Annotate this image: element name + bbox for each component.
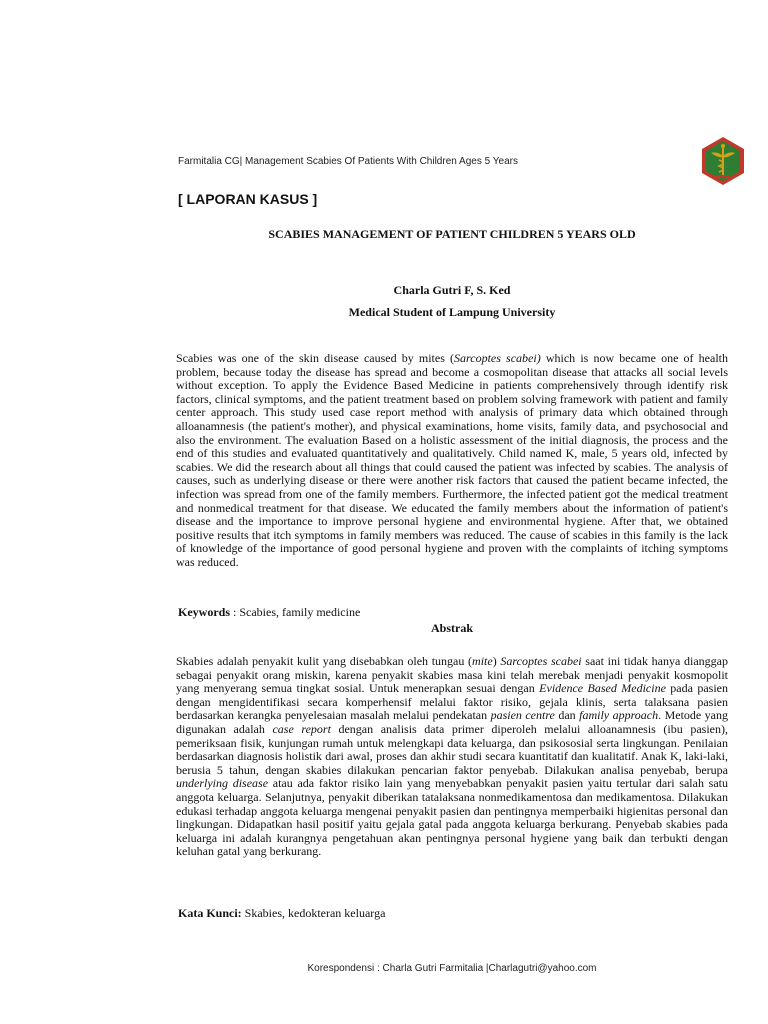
keywords-line bbox=[178, 605, 360, 620]
section-tag: [ LAPORAN KASUS ] bbox=[178, 191, 318, 207]
kata-kunci-label: Kata Kunci: bbox=[178, 906, 242, 920]
abstrak-heading: Abstrak bbox=[430, 621, 473, 635]
abstract-indonesian: Skabies adalah penyakit kulit yang disebabkan oleh tungau (mite) Sarcoptes scabei saat ini tidak hanya dianggap sebagai penyakit orang miskin, karena penyakit skabies masa kini telah merebak menjadi penyakit kosmopolit yang menyerang semua tingkat sosial. Untuk menerapkan sesuai dengan Evidence Based Medicine pada pasien dengan mengidentifikasi secara komperhensif melalui faktor risiko, gejala klinis, serta talaksana pasien berdasarkan kerangka penyelesaian masalah melalui pendekatan pasien centre dan family approach. Metode yang digunakan adalah case report dengan analisis data primer diperoleh melalui alloanamnesis (ibu pasien), pemeriksaan fisik, kunjungan rumah untuk melengkapi data keluarga, dan psikososial serta lingkungan. Penilaian berdasarkan diagnosis holistik dari awal, proses dan akhir studi secara kuantitatif dan kualitatif. Anak K, laki-laki, berusia 5 tahun, dengan skabies dilakukan pencarian faktor penyebab. Dilakukan analisa penyebab, berupa underlying disease atau ada faktor risiko lain yang menyebabkan penyakit pasien yaitu tertular dari salah satu anggota keluarga. Selanjutnya, penyakit diberikan tatalaksana nonmedikamentosa dan medikamentosa. Dilakukan edukasi terhadap anggota keluarga mengenai penyakit pasien dan pentingnya memperbaiki higienitas personal dan lingkungan. Didapatkan hasil positif yaitu gejala gatal pada anggota keluarga berkurang. Penyebab skabies pada keluarga ini adalah kurangnya pengetahuan akan pentingnya personal hygiene yang baik dan terbukti dengan keluhan gatal yang berkurang. bbox=[176, 654, 729, 859]
medical-caduceus-logo-icon bbox=[698, 136, 748, 186]
correspondence-footer: Korespondensi : Charla Gutri Farmitalia |Charlagutri@yahoo.com bbox=[307, 963, 597, 974]
author-name: Charla Gutri F, S. Ked bbox=[393, 283, 511, 297]
abstract-english: Scabies was one of the skin disease caused by mites (Sarcoptes scabei) which is now became one of health problem, because today the disease has spread and become a cosmopolitan disease that attacks all social levels without exception. To apply the Evidence Based Medicine in patients comprehensively through identify risk factors, clinical symptoms, and the patient treatment based on problem solving framework with patient and family center approach. This study used case report method with analysis of primary data which obtained through alloanamnesis (the patient's mother), and physical examinations, home visits, family data, and psychosocial and also the environment. The evaluation Based on a holistic assessment of the initial diagnosis, the process and the end of this studies and evaluated quantitatively and qualitatively. Child named K, male, 5 years old, infected by scabies. We did the research about all things that could caused the patient was infected by scabies. The analysis of causes, such as underlying disease or there were another risk factors that caused the patient became infected, the infection was spread from one of the family members. Furthermore, the infected patient got the medical treatment and nonmedical treatment for that disease. We educated the family members about the information of patient's disease and the importance to improve personal hygiene and environmental hygiene. After that, we obtained positive results that itch symptoms in family members was reduced. The cause of scabies in this family is the lack of knowledge of the importance of good personal hygiene and proven with the complaints of itching symptoms was reduced. bbox=[176, 351, 728, 569]
kata-kunci-line bbox=[178, 906, 385, 921]
keywords-label: Keywords bbox=[178, 605, 230, 619]
article-title: SCABIES MANAGEMENT OF PATIENT CHILDREN 5 YEARS OLD bbox=[268, 227, 636, 241]
author-affiliation: Medical Student of Lampung University bbox=[348, 305, 556, 319]
kata-kunci-text: Skabies, kedokteran keluarga bbox=[241, 906, 386, 920]
running-header: Farmitalia CG| Management Scabies Of Patients With Children Ages 5 Years bbox=[178, 156, 518, 167]
keywords-text: : Scabies, family medicine bbox=[230, 605, 361, 619]
